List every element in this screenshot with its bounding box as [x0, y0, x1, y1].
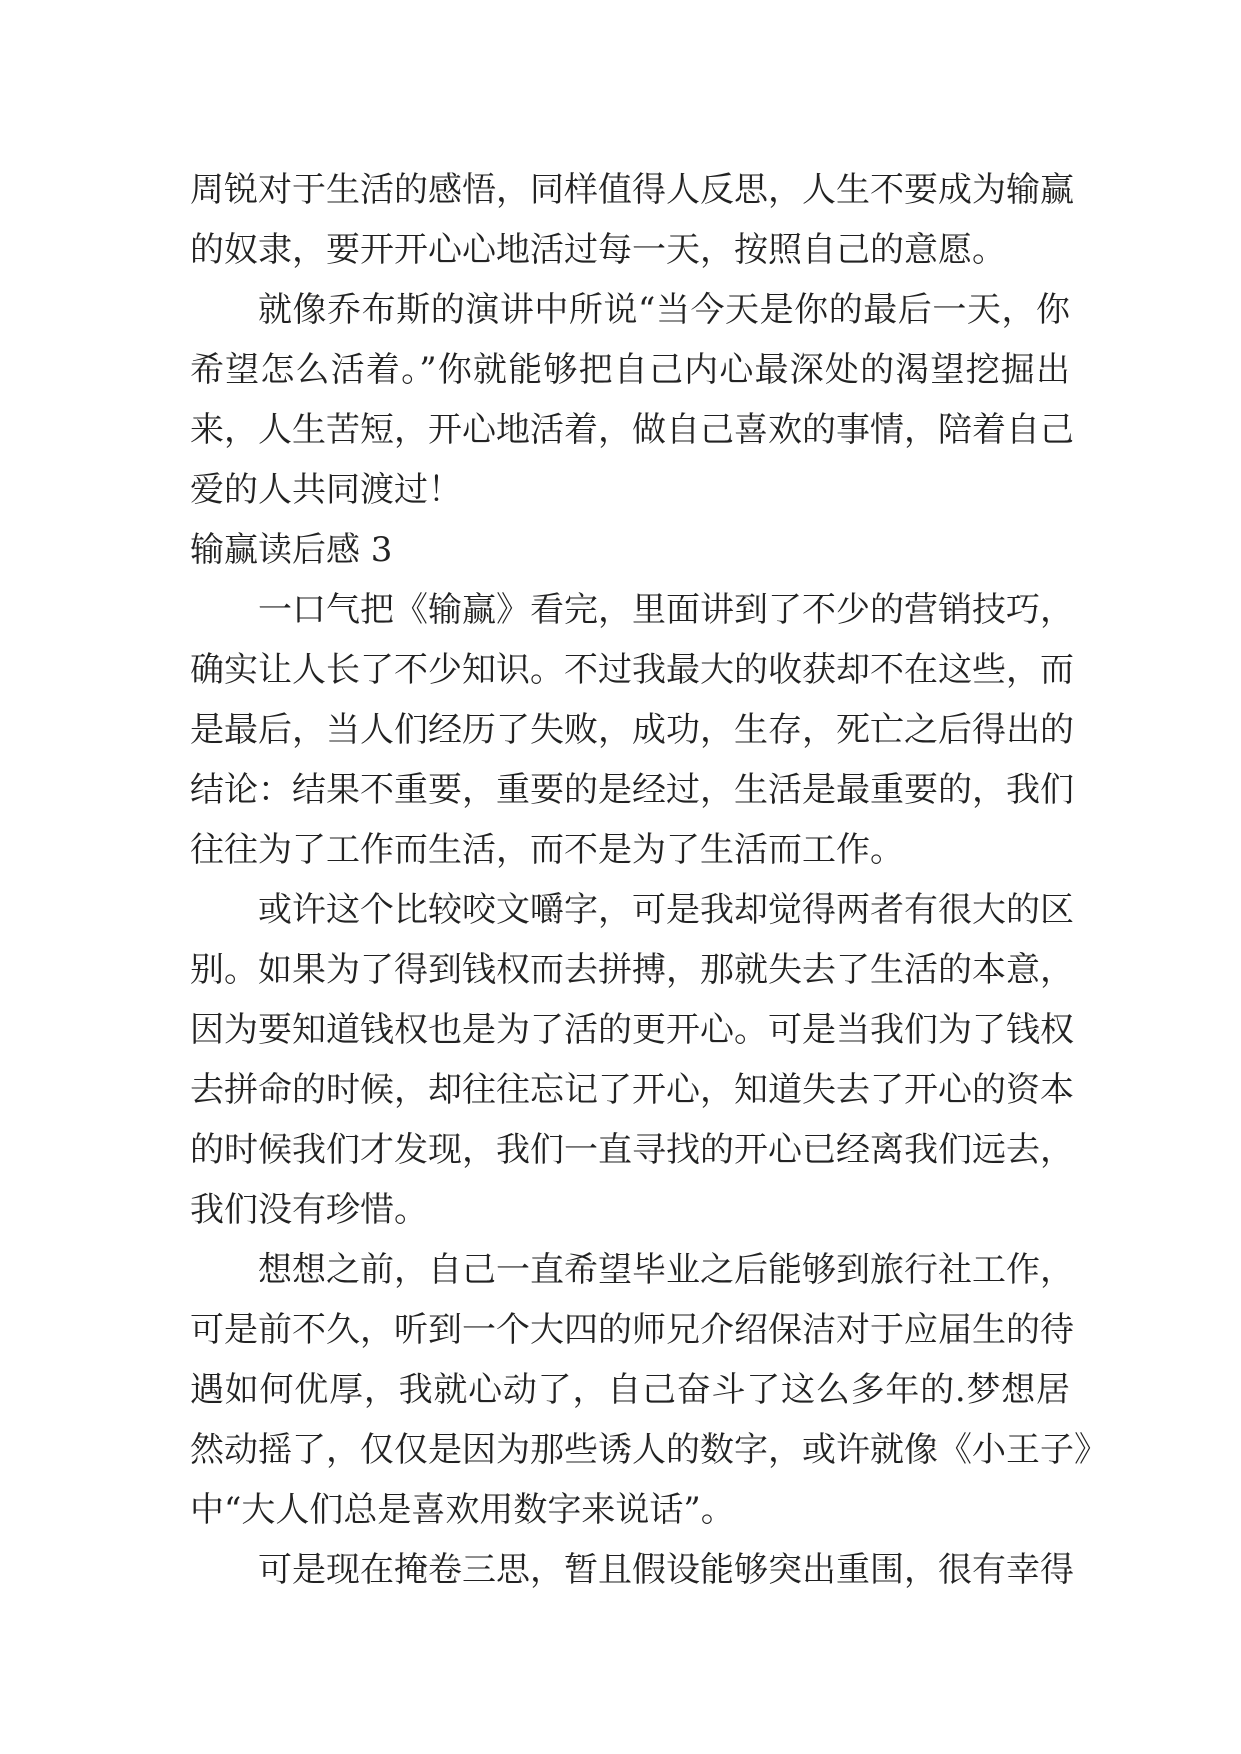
text-line: 一口气把《输赢》看完，里面讲到了不少的营销技巧，: [258, 590, 1074, 630]
text-line: 确实让人长了不少知识。不过我最大的收获却不在这些，而: [190, 650, 1074, 690]
text-line: 是最后，当人们经历了失败，成功，生存，死亡之后得出的: [190, 710, 1074, 750]
text-line: 结论：结果不重要，重要的是经过，生活是最重要的，我们: [190, 770, 1074, 810]
paragraph: [190, 1540, 1074, 1600]
paragraph: [190, 1240, 1108, 1540]
paragraph: [190, 280, 1074, 520]
text-line: 遇如何优厚，我就心动了，自己奋斗了这么多年的.梦想居: [190, 1370, 1070, 1410]
text-line: 的时候我们才发现，我们一直寻找的开心已经离我们远去，: [190, 1130, 1074, 1170]
text-line: 往往为了工作而生活，而不是为了生活而工作。: [190, 830, 904, 870]
paragraph: [190, 160, 1074, 280]
text-line: 周锐对于生活的感悟，同样值得人反思，人生不要成为输赢: [190, 170, 1074, 210]
text-line: 去拼命的时候，却往往忘记了开心，知道失去了开心的资本: [190, 1070, 1074, 1110]
text-line: 可是前不久，听到一个大四的师兄介绍保洁对于应届生的待: [190, 1310, 1074, 1350]
text-line: 来，人生苦短，开心地活着，做自己喜欢的事情，陪着自己: [190, 410, 1074, 450]
paragraph: [190, 880, 1074, 1240]
section-heading: [190, 520, 1070, 580]
text-line: 中“大人们总是喜欢用数字来说话”。: [190, 1490, 735, 1530]
text-line: 别。如果为了得到钱权而去拼搏，那就失去了生活的本意，: [190, 950, 1074, 990]
text-line: 因为要知道钱权也是为了活的更开心。可是当我们为了钱权: [190, 1010, 1074, 1050]
text-line: 爱的人共同渡过！: [190, 470, 462, 510]
text-line: 希望怎么活着。”你就能够把自己内心最深处的渴望挖掘出: [190, 350, 1070, 390]
text-line: 就像乔布斯的演讲中所说“当今天是你的最后一天，你: [258, 290, 1070, 330]
heading-line: 输赢读后感 3: [190, 530, 393, 570]
text-line: 或许这个比较咬文嚼字，可是我却觉得两者有很大的区: [258, 890, 1074, 930]
text-line: 可是现在掩卷三思，暂且假设能够突出重围，很有幸得: [258, 1550, 1074, 1590]
text-line: 然动摇了，仅仅是因为那些诱人的数字，或许就像《小王子》: [190, 1430, 1108, 1470]
document-body: [190, 160, 1108, 1600]
text-line: 我们没有珍惜。: [190, 1190, 428, 1230]
text-line: 想想之前，自己一直希望毕业之后能够到旅行社工作，: [258, 1250, 1074, 1290]
text-line: 的奴隶，要开开心心地活过每一天，按照自己的意愿。: [190, 230, 1006, 270]
paragraph: [190, 580, 1074, 880]
